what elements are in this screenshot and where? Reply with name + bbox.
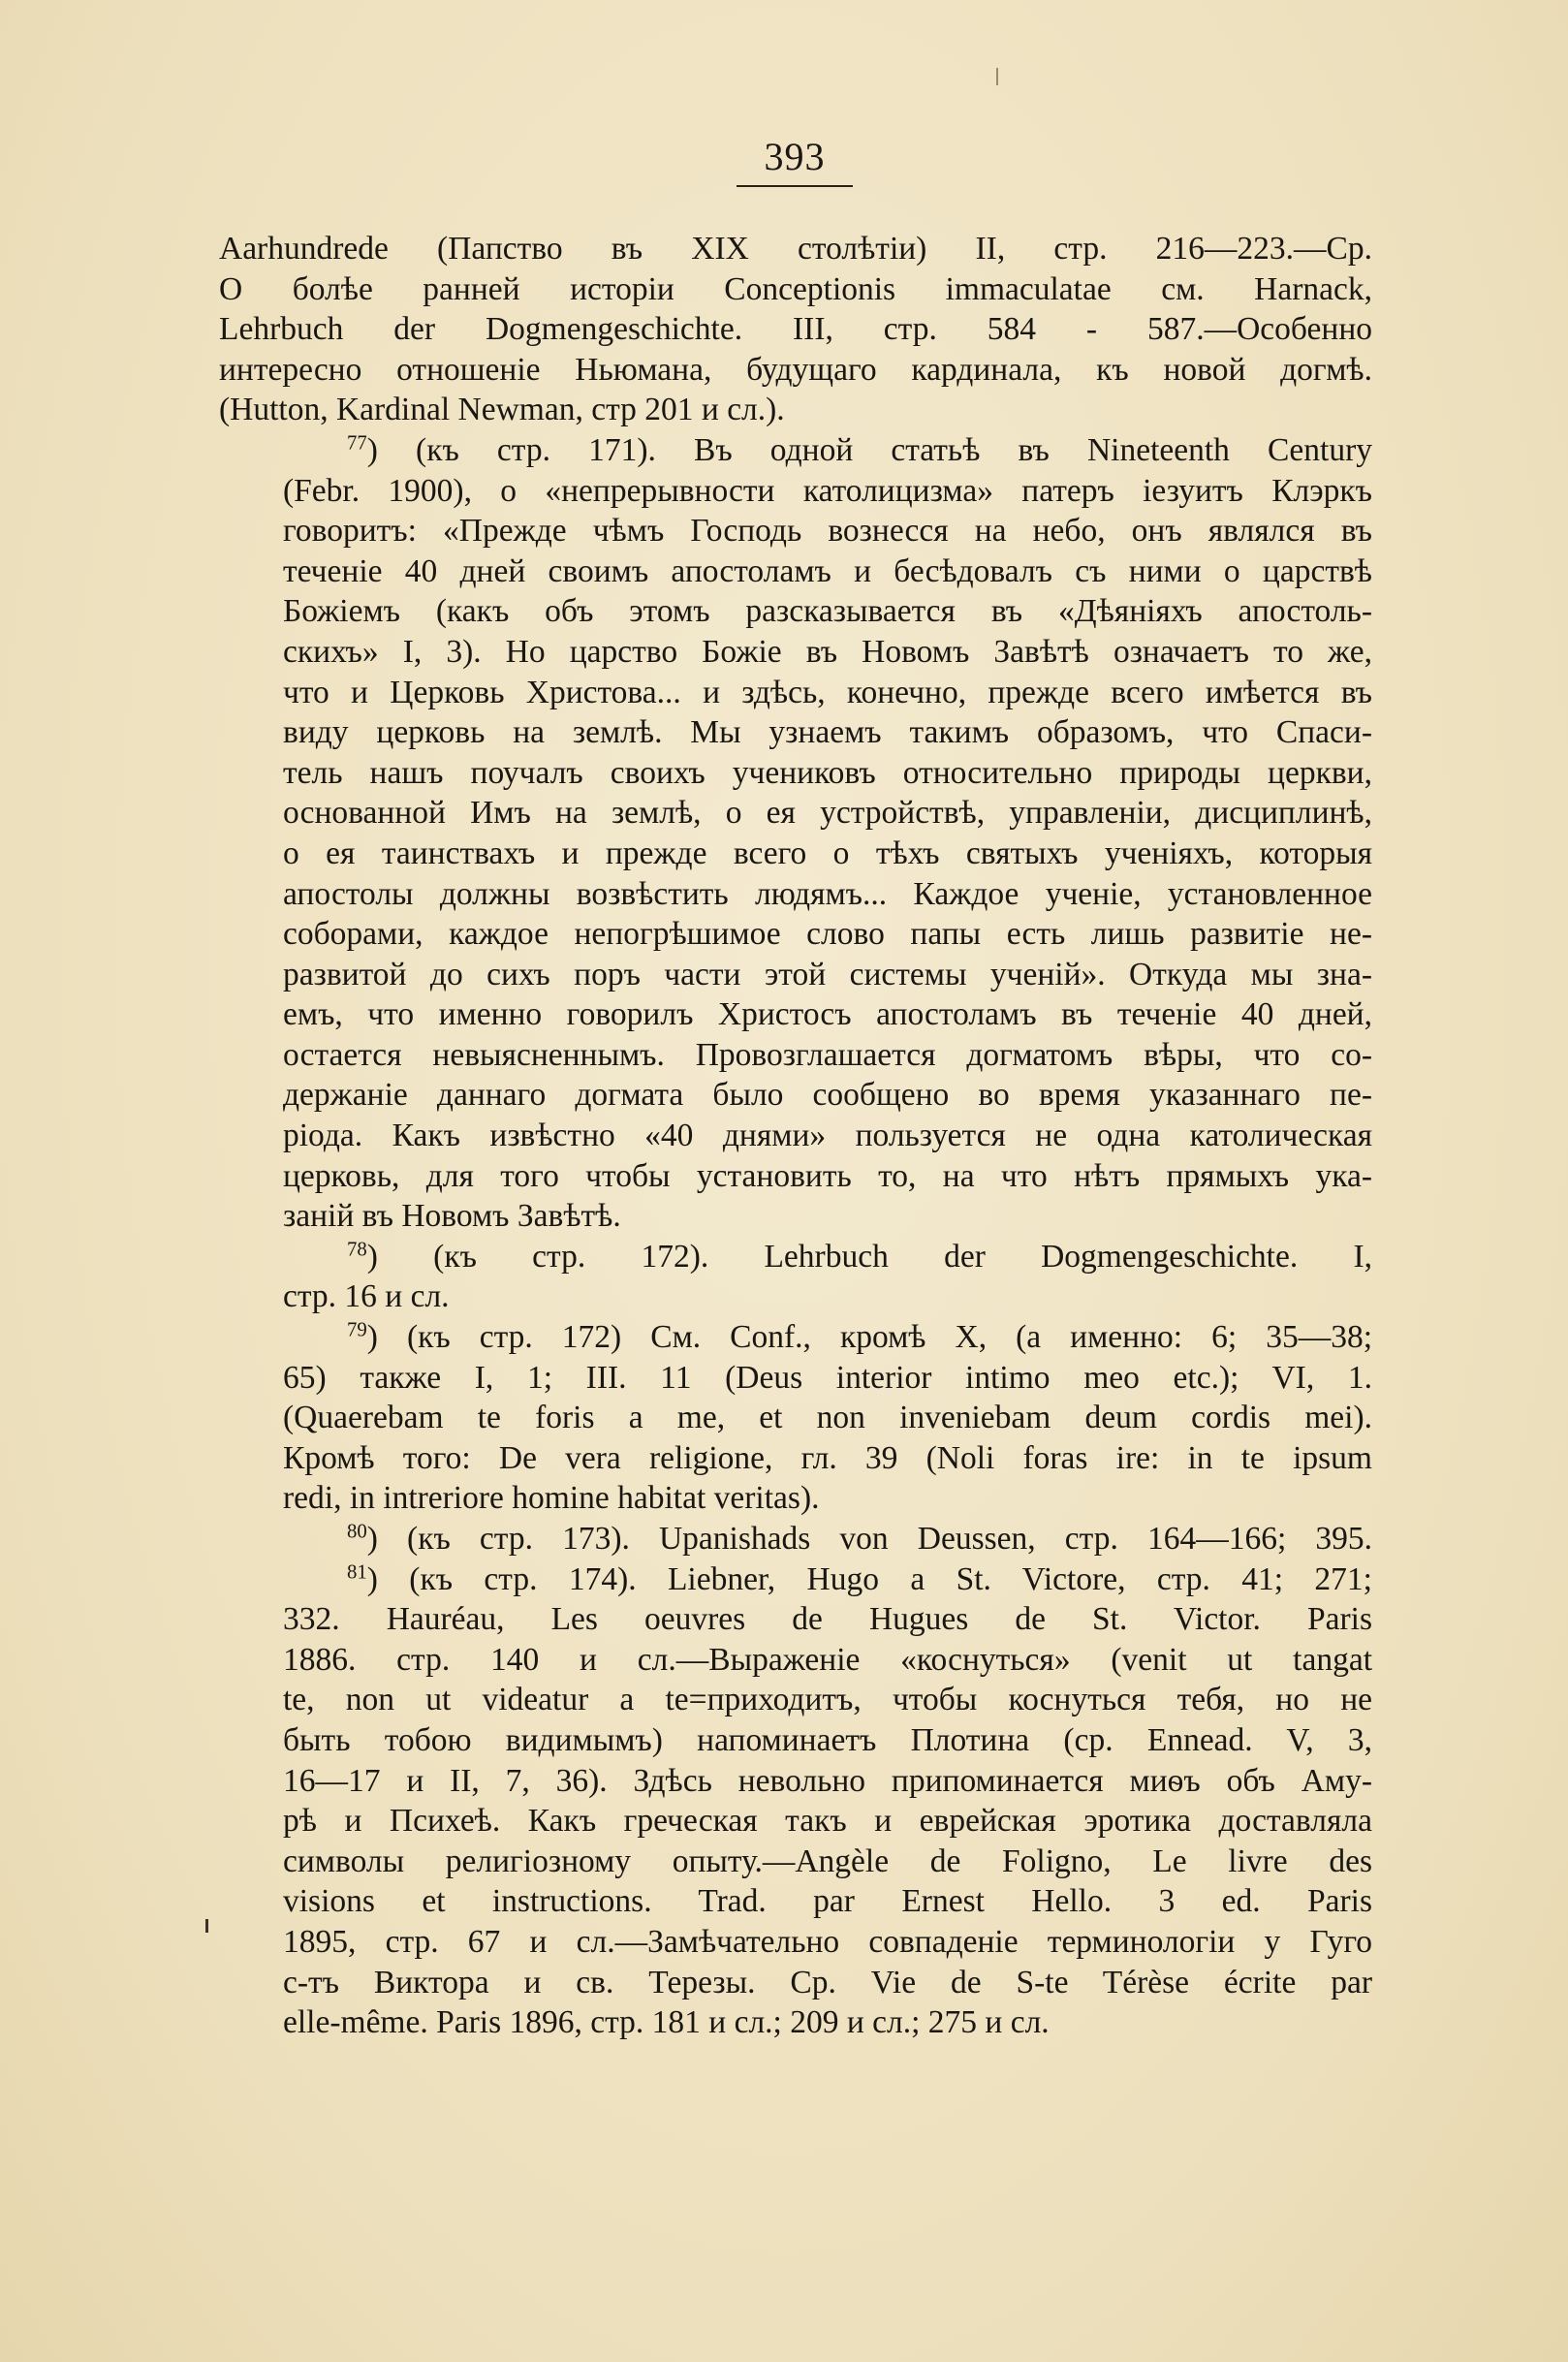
- text-line: заній въ Новомъ Завѣтѣ.: [283, 1198, 621, 1235]
- text-line: Божіемъ (какъ объ этомъ разсказывается въ «Дѣяніяхъ апостоль-: [283, 593, 1372, 630]
- text-line: 332. Hauréau, Les oeuvres de Hugues de St. Victor. Paris: [283, 1601, 1372, 1638]
- footnote-text: ) (къ стр. 172). Lehrbuch der Dogmengeschichte. I,: [366, 1238, 1372, 1275]
- text-line: 65) также I, 1; III. 11 (Deus interior intimo meo etc.); VI, 1.: [283, 1359, 1372, 1396]
- text-line: тель нашъ поучалъ своихъ учениковъ относительно природы церкви,: [283, 754, 1372, 791]
- text-line: скихъ» I, 3). Но царство Божіе въ Новомъ Завѣтѣ означаетъ то же,: [283, 633, 1372, 670]
- text-line: elle-même. Paris 1896, стр. 181 и сл.; 209 и сл.; 275 и сл.: [283, 2004, 1050, 2041]
- text-line: Кромѣ того: De vera religione, гл. 39 (Noli foras ire: in te ipsum: [283, 1439, 1372, 1476]
- text-line: te, non ut videatur a te=приходитъ, чтобы коснуться тебя, но не: [283, 1682, 1372, 1718]
- text-line: держаніе даннаго догмата было сообщено во время указаннаго пе-: [283, 1077, 1372, 1114]
- footnotes-text: [219, 229, 1372, 2043]
- text-line: [219, 1519, 1372, 1559]
- text-line: (Febr. 1900), о «непрерывности католицизма» патеръ іезуитъ Клэркъ: [283, 472, 1372, 509]
- footnote-number: 81: [347, 1560, 367, 1584]
- footnote-78: [219, 1237, 1372, 1317]
- text-line: ріода. Какъ извѣстно «40 днями» пользуется не одна католическая: [283, 1118, 1372, 1154]
- text-line: апостолы должны возвѣстить людямъ... Каждое ученіе, установленное: [283, 875, 1372, 912]
- text-line: (Quaerebam te foris a me, et non inveniebam deum cordis mei).: [283, 1400, 1372, 1436]
- text-line: церковь, для того чтобы установить то, на что нѣтъ прямыхъ ука-: [283, 1157, 1372, 1194]
- text-line: о ея таинствахъ и прежде всего о тѣхъ святыхъ ученіяхъ, которыя: [283, 835, 1372, 871]
- text-line: развитой до сихъ поръ части этой системы ученій». Откуда мы зна-: [283, 956, 1372, 992]
- footnote-text: ) (къ стр. 174). Liebner, Hugo a St. Victore, стр. 41; 271;: [366, 1560, 1372, 1597]
- text-line: теченіе 40 дней своимъ апостоламъ и бесѣдовалъ съ ними о царствѣ: [283, 552, 1372, 589]
- footnote-number: 78: [347, 1238, 367, 1261]
- footnote-number: 80: [347, 1520, 367, 1543]
- text-line: с-тъ Виктора и св. Терезы. Ср. Vie de S-te Térèse écrite par: [283, 1964, 1372, 2000]
- footnote-text: ) (къ стр. 171). Въ одной статьѣ въ Nineteenth Century: [366, 431, 1372, 468]
- text-line: Lehrbuch der Dogmengeschichte. III, стр. 584 - 587.—Особенно: [219, 311, 1372, 348]
- footnote-77: [219, 430, 1372, 1237]
- text-line: [219, 1559, 1372, 1600]
- text-line: емъ, что именно говорилъ Христосъ апостоламъ въ теченіе 40 дней,: [283, 996, 1372, 1033]
- text-line: 1895, стр. 67 и сл.—Замѣчательно совпаденіе терминологіи у Гуго: [283, 1923, 1372, 1960]
- footnote-number: 77: [347, 431, 367, 455]
- text-line: redi, in intreriore homine habitat veritas).: [283, 1480, 820, 1517]
- text-line: соборами, каждое непогрѣшимое слово папы есть лишь развитіе не-: [283, 916, 1372, 953]
- text-line: [219, 1237, 1372, 1277]
- text-line: visions et instructions. Trad. par Ernest Hello. 3 ed. Paris: [283, 1883, 1372, 1920]
- page-number: 393: [737, 134, 853, 187]
- text-line: виду церковь на землѣ. Мы узнаемъ такимъ образомъ, что Спаси-: [283, 714, 1372, 751]
- footnote-text: ) (къ стр. 173). Upanishads von Deussen, стр. 164—166; 395.: [366, 1521, 1372, 1557]
- text-line: основанной Имъ на землѣ, о ея устройствѣ, управленіи, дисциплинѣ,: [283, 795, 1372, 832]
- text-line: стр. 16 и сл.: [283, 1278, 450, 1315]
- text-line: О болѣе ранней исторіи Conceptionis immaculatae см. Harnack,: [219, 270, 1372, 307]
- text-line: рѣ и Психеѣ. Какъ греческая такъ и еврейская эротика доставляла: [283, 1803, 1372, 1840]
- footnote-number: 79: [347, 1318, 367, 1341]
- text-line: говоритъ: «Прежде чѣмъ Господь вознесся на небо, онъ являлся въ: [283, 513, 1372, 550]
- footnote-80: [219, 1519, 1372, 1559]
- footnote-81: [219, 1559, 1372, 2043]
- text-line: быть тобою видимымъ) напоминаетъ Плотина (ср. Ennead. V, 3,: [283, 1721, 1372, 1758]
- text-line: 1886. стр. 140 и сл.—Выраженіе «коснуться» (venit ut tangat: [283, 1641, 1372, 1678]
- footnote-79: [219, 1317, 1372, 1519]
- margin-mark: [205, 1919, 208, 1933]
- text-line: остается невыясненнымъ. Провозглашается догматомъ вѣры, что со-: [283, 1036, 1372, 1073]
- text-line: Aarhundrede (Папство въ XIX столѣтіи) II, стр. 216—223.—Ср.: [219, 231, 1372, 267]
- text-line: (Hutton, Kardinal Newman, стр 201 и сл.).: [219, 392, 785, 428]
- text-line: символы религіозному опыту.—Angèle de Foligno, Le livre des: [283, 1842, 1372, 1879]
- text-line: что и Церковь Христова... и здѣсь, конечно, прежде всего имѣется въ: [283, 674, 1372, 710]
- text-line: интересно отношеніе Ньюмана, будущаго кардинала, къ новой догмѣ.: [219, 351, 1372, 388]
- text-line: [219, 430, 1372, 471]
- footnote-text: ) (къ стр. 172) См. Conf., кромѣ X, (а именно: 6; 35—38;: [366, 1319, 1372, 1356]
- text-line: 16—17 и II, 7, 36). Здѣсь невольно припоминается миѳъ объ Аму-: [283, 1762, 1372, 1799]
- text-line: [219, 1317, 1372, 1358]
- margin-mark: [996, 68, 998, 85]
- paragraph-continuation: [219, 229, 1372, 430]
